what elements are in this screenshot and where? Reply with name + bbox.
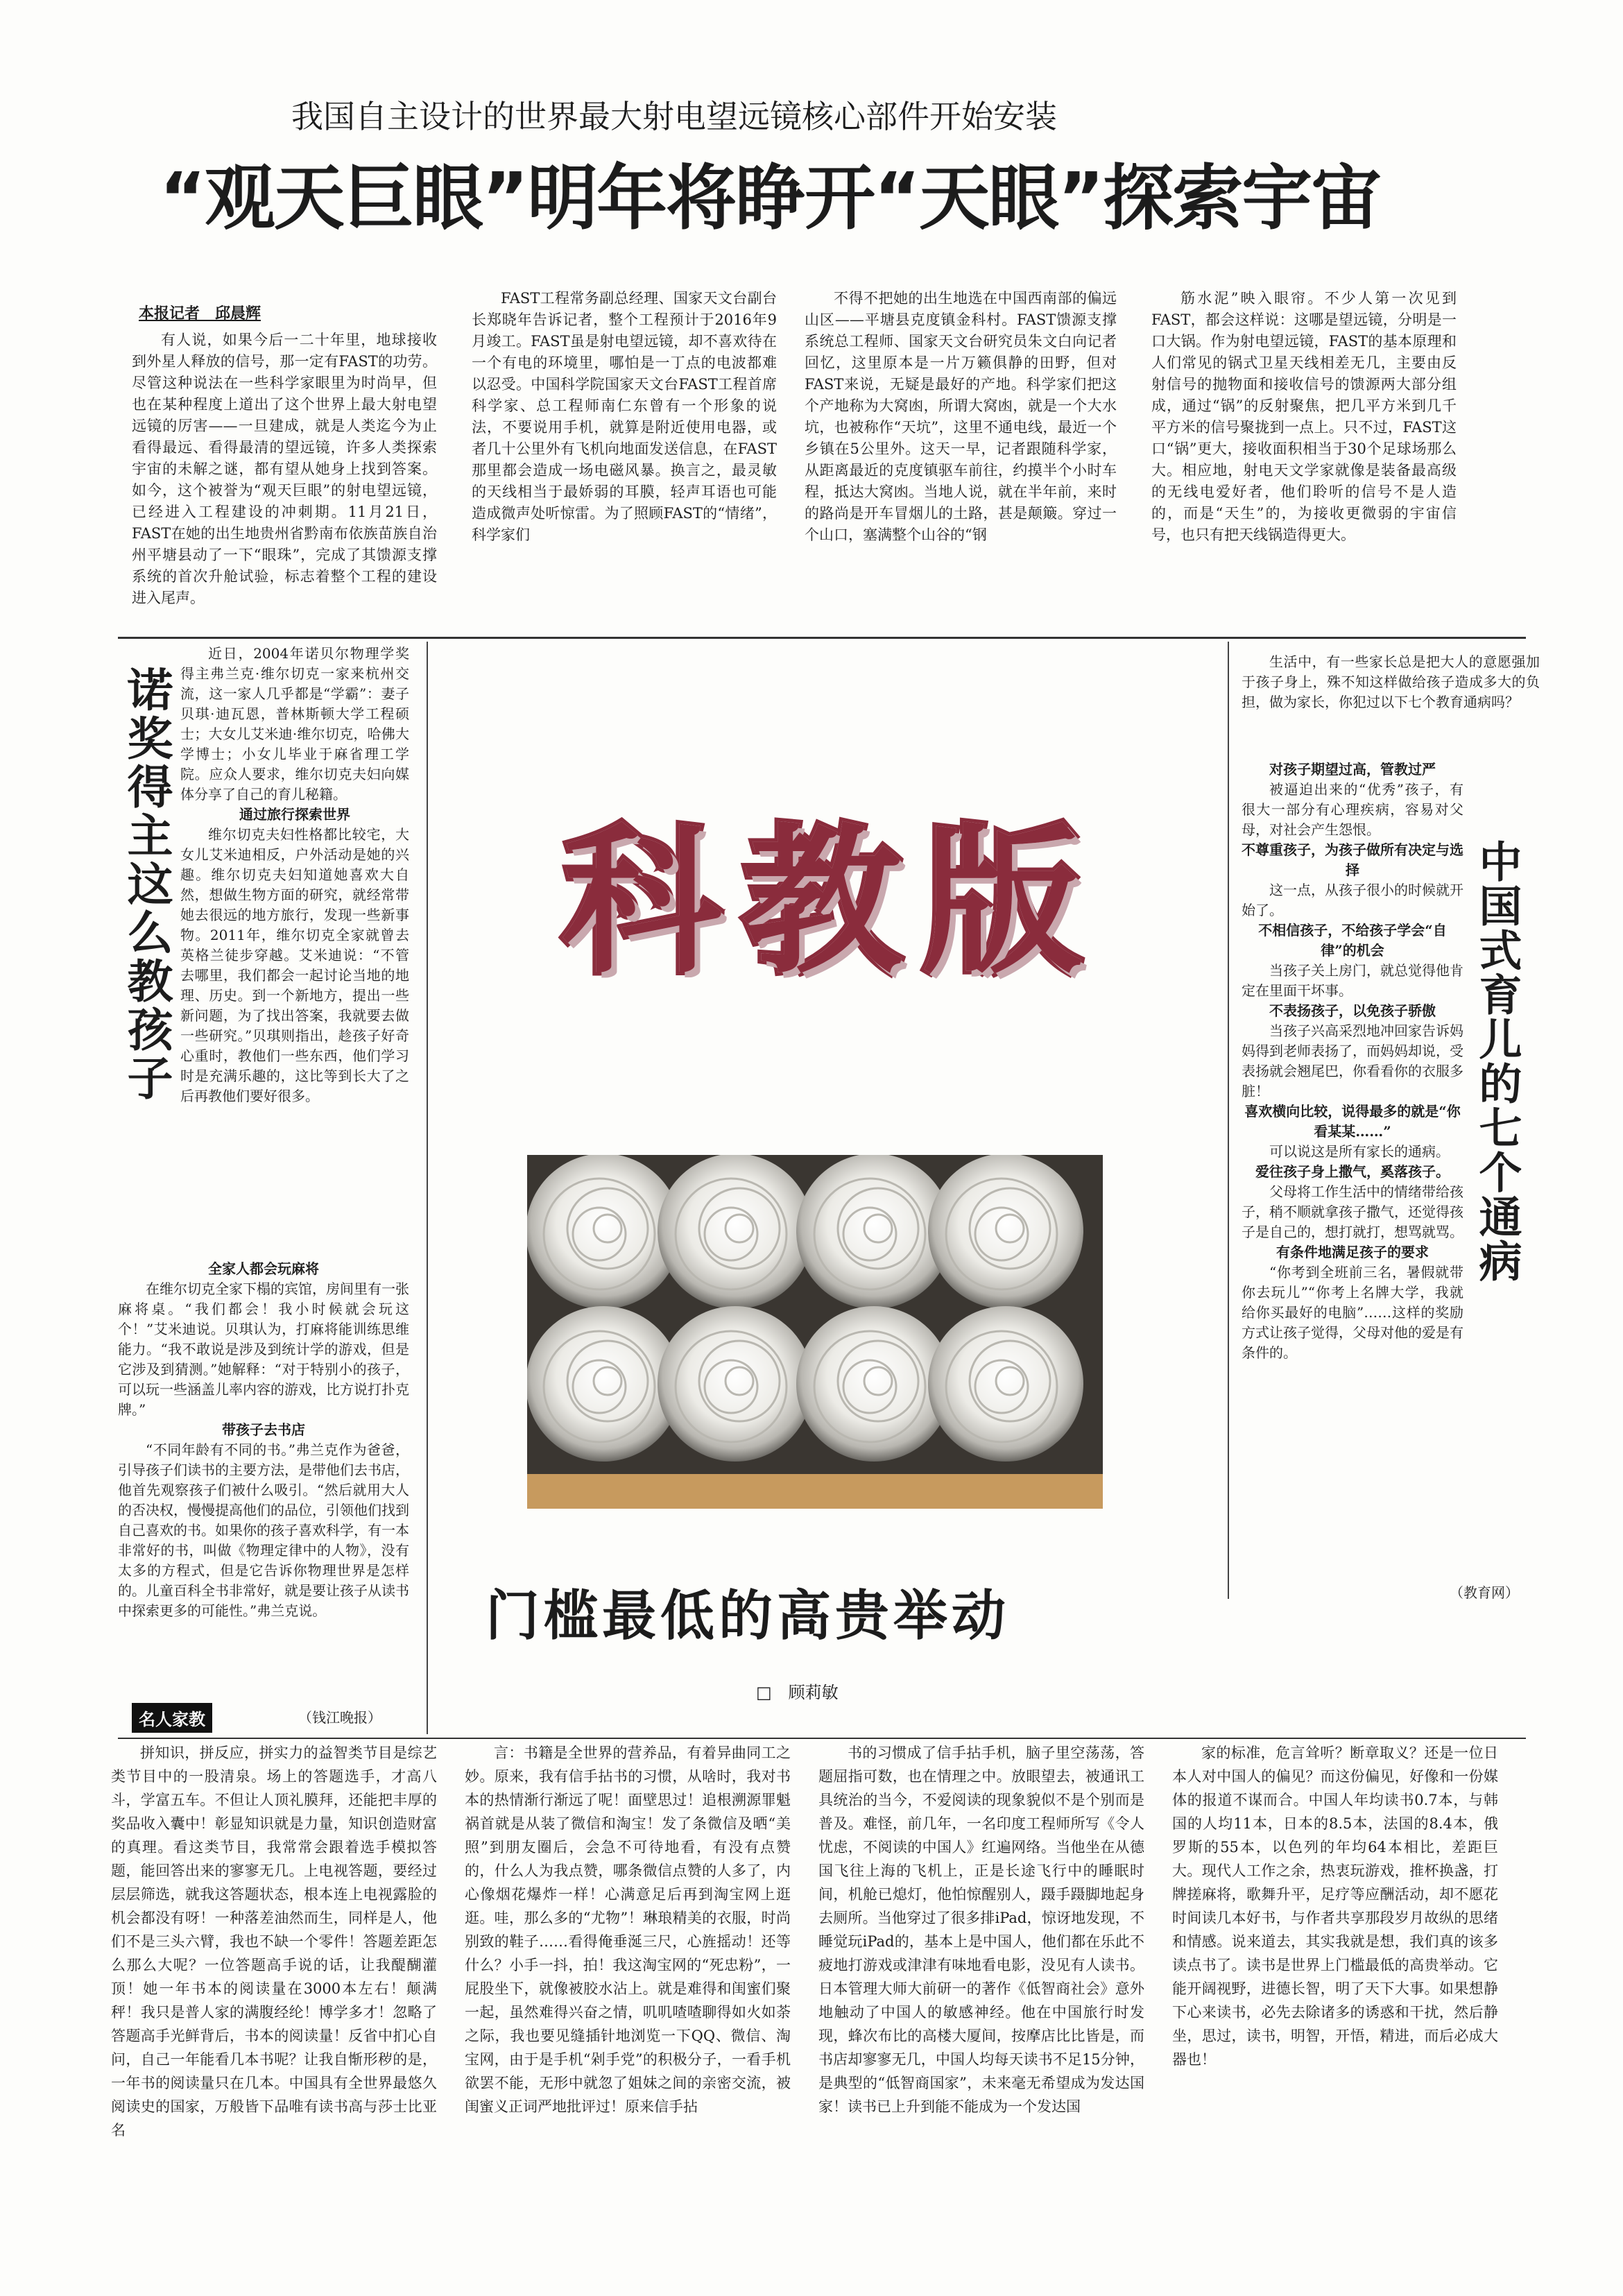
parenting-item-head: 不尊重孩子，为孩子做所有决定与选择 bbox=[1242, 841, 1463, 878]
essay-column-2: 言：书籍是全世界的营养品，有着异曲同工之妙。原来，我有信手拈书的习惯，从啥时，我对书本的热情渐行渐远了呢！面壁思过！追根溯源罪魁祸首就是从装了微信和淘宝！发了条微信及晒“美照”到朋友圈后，会急不可待地看，有没有点赞的，什么人为我点赞，哪条微信点赞的人多了，内心像烟花爆炸一样！心满意足后再到淘宝网上逛逛。哇，那么多的“尤物”！琳琅精美的衣服，时尚别致的鞋子……看得俺垂涎三尺，心旌摇动！还等什么？小手一抖，拍！我这淘宝网的“死忠粉”，一屁股坐下，就像被胶水沾上。就是难得和闺蜜们聚一起，虽然难得兴奋之情，叽叽喳喳聊得如火如荼之际，我也要见缝插针地浏览一下QQ、微信、淘宝网，由于是手机“剁手党”的积极分子，一看手机欲罢不能，无形中就忽了姐妹之间的亲密交流，被闺蜜义正词严地批评过！原来信手拈 bbox=[465, 1745, 791, 2115]
rose-image bbox=[527, 1155, 1103, 1509]
essay-column-1: 拼知识，拼反应，拼实力的益智类节目是综艺类节目中的一股清泉。场上的答题选手，才高八斗，学富五车。不但让人顶礼膜拜，还能把丰厚的奖品收入囊中！彰显知识就是力量，知识创造财富的真理。看这类节目，我常常会跟着选手模拟答题，能回答出来的寥寥无几。上电视答题，要经过层层筛选，就我这答题状态，根本连上电视露脸的机会都没有呀！一种落差油然而生，同样是人，他们不是三头六臂，我也不缺一个零件！答题差距怎么那么大呢？一位答题高手说的话，让我醍醐灌顶！她一年书本的阅读量在3000本左右！颠满秤！我只是普人家的满腹经纶！博学多才！忽略了答题高手光鲜背后，书本的阅读量！反省中扪心自问，自己一年能看几本书呢？让我自惭形秽的是，一年书的阅读量只在几本。中国具有全世界最悠久阅读史的国家，万般皆下品唯有读书高与莎士比亚名 bbox=[111, 1745, 437, 2139]
essay-author: □ 顾莉敏 bbox=[756, 1683, 839, 1702]
rule-left bbox=[427, 642, 428, 1734]
essay-title: 门槛最低的高贵举动 bbox=[486, 1584, 1011, 1647]
rose bbox=[928, 1306, 1083, 1462]
parenting-source: （教育网） bbox=[1450, 1584, 1519, 1601]
top-column-4: 筋水泥”映入眼帘。不少人第一次见到FAST，都会这样说：这哪是望远镜，分明是一口大锅。作为射电望远镜，FAST的基本原理和人们常见的锅式卫星天线相差无几，主要由反射信号的抛物面和接收信号的馈源两大部分组成，通过“锅”的反射聚焦，把几平方米到几千平方米的信号聚拢到一点上。只不过，FAST这口“锅”更大，接收面积相当于30个足球场那么大。相应地，射电天文学家就像是装备最高级的无线电爱好者，他们聆听的信号不是人造的，而是“天生”的，为接收更微弱的宇宙信号，也只有把天线锅造得更大。 bbox=[1151, 290, 1457, 543]
rule-essay bbox=[118, 1738, 1526, 1739]
top-column-3: 不得不把她的出生地选在中国西南部的偏远山区——平塘县克度镇金科村。FAST馈源支撑系统总工程师、国家天文台研究员朱文白向记者回忆，这里原本是一片万籁俱静的田野，但对FAST来说，无疑是最好的产地。科学家们把这个产地称为大窝凼，所谓大窝凼，就是一个大水坑，也被称作“天坑”，这里不通电线，最近一个乡镇在5公里外。这天一早，记者跟随科学家，从距离最近的克度镇驱车前往，约摸半个小时车程，抵达大窝凼。当地人说，就在半年前，来时的路尚是开车冒烟儿的土路，甚是颠簸。穿过一个山口，塞满整个山谷的“钢 bbox=[805, 290, 1117, 543]
nobel-tag: 名人家教 bbox=[132, 1703, 212, 1733]
top-column-1: 有人说，如果今后一二十年里，地球接收到外星人释放的信号，那一定有FAST的功劳。尽管这种说法在一些科学家眼里为时尚早，但也在某种程度上道出了这个世界上最大射电望远镜的厉害——一旦建成，就是人类迄今为止看得最远、看得最清的望远镜，许多人类探索宇宙的未解之谜，都有望从她身上找到答案。如今，这个被誉为“观天巨眼”的射电望远镜，已经进入工程建设的冲刺期。11月21日，FAST在她的出生地贵州省黔南布依族苗族自治州平塘县动了一下“眼珠”，完成了其馈源支撑系统的首次升舱试验，标志着整个工程的建设进入尾声。 bbox=[132, 332, 437, 606]
top-column-2: FAST工程常务副总经理、国家天文台副台长郑晓年告诉记者，整个工程预计于2016年9月竣工。FAST虽是射电望远镜，却不喜欢待在一个有电的环境里，哪怕是一丁点的电波都难以忍受。中国科学院国家天文台FAST工程首席科学家、总工程师南仁东曾有一个形象的说法，不要说用手机，就算是附近使用电器，或者几十公里外有飞机向地面发送信息，在FAST那里都会造成一场电磁风暴。换言之，最灵敏的天线相当于最娇弱的耳膜，轻声耳语也可能造成微声处听惊雷。为了照顾FAST的“情绪”，科学家们 bbox=[472, 290, 777, 543]
parenting-item-head: 不相信孩子，不给孩子学会“自律”的机会 bbox=[1258, 922, 1447, 959]
parenting-item-head: 喜欢横向比较，说得最多的就是“你看某某……” bbox=[1244, 1103, 1461, 1140]
rule-right bbox=[1228, 642, 1229, 1599]
nobel-title: 诺奖得主这么教孩子 bbox=[119, 666, 173, 1103]
rose bbox=[658, 1306, 813, 1462]
nobel-article bbox=[111, 638, 416, 1734]
kicker: 我国自主设计的世界最大射电望远镜核心部件开始安装 bbox=[291, 98, 1057, 135]
parenting-item-head: 不表扬孩子，以免孩子骄傲 bbox=[1269, 1002, 1436, 1019]
parenting-item-body: 父母将工作生活中的情绪带给孩子，稍不顺就拿孩子撒气，还觉得孩子是自己的，想打就打，想骂就骂。 bbox=[1242, 1183, 1463, 1240]
essay-column-4: 家的标准，危言耸听？断章取义？还是一位日本人对中国人的偏见？而这份偏见，好像和一份媒体的报道不谋而合。中国人年均读书0.7本，与韩国的人均11本，日本的8.5本，法国的8.4本，俄罗斯的55本，以色列的年均64本相比，差距巨大。现代人工作之余，热衷玩游戏，推杯换盏，打牌搓麻将，歌舞升平，足疗等应酬活动，却不愿花时间读几本好书，与作者共享那段岁月故纵的思绪和情感。说来道去，其实我就是想，我们真的该多读点书了。读书是世界上门槛最低的高贵举动。它能开阔视野，进德长智，明了天下大事。如果想静下心来读书，必先去除诸多的诱惑和干扰，然后静坐，思过，读书，明智，开悟，精进，而后必成大器也！ bbox=[1172, 1745, 1498, 2068]
headline: “观天巨眼”明年将睁开“天眼”探索宇宙 bbox=[160, 157, 1381, 240]
parenting-items bbox=[1242, 760, 1463, 1578]
nobel-column-bottom: 全家人都会玩麻将 在维尔切克全家下榻的宾馆，房间里有一张麻将桌。“我们都会！我小时候就会玩这个！”艾米迪说。贝琪认为，打麻将能训练思维能力。“我不敢说是涉及到统计学的游戏，但是它涉及到猜测。”她解释：“对于特别小的孩子，可以玩一些涵盖儿率内容的游戏，比方说打扑克牌。” 带孩子去书店 “不同年龄有不同的书。”弗兰克作为爸爸，引导孩子们读书的主要方法，是带他们去书店，他首先观察孩子们被什么吸引。“然后就用大人的否决权，慢慢提高他们的品位，引领他们找到自己喜欢的书。如果你的孩子喜欢科学，有一本非常好的书，叫做《物理定律中的人物》，没有太多的方程式，但是它告诉你物理世界是怎样的。儿童百科全书非常好，就是要让孩子从读书中探索更多的可能性。”弗兰克说。 bbox=[118, 1260, 409, 1619]
parenting-item-head: 爱往孩子身上撒气，奚落孩子。 bbox=[1255, 1163, 1450, 1180]
essay bbox=[111, 1582, 1526, 2206]
banner-text: 科教版 bbox=[561, 809, 1103, 995]
parenting-item-body: 可以说这是所有家长的通病。 bbox=[1269, 1143, 1450, 1160]
parenting-item-head: 对孩子期望过高，管教过严 bbox=[1269, 761, 1436, 778]
parenting-item-body: 当孩子兴高采烈地冲回家告诉妈妈得到老师表扬了，而妈妈却说，受表扬就会翘尾巴，你看看你的衣服多脏！ bbox=[1242, 1022, 1463, 1099]
rose-photo bbox=[527, 1155, 1103, 1509]
parenting-item-body: “你考到全班前三名，暑假就带你去玩儿”“你考上名牌大学，我就给你买最好的电脑”……这样的奖励方式让孩子觉得，父母对他的爱是有条件的。 bbox=[1242, 1264, 1463, 1361]
parenting-item-body: 被逼迫出来的“优秀”孩子，有很大一部分有心理疾病，容易对父母，对社会产生怨恨。 bbox=[1242, 781, 1463, 838]
essay-column-3: 书的习惯成了信手拈手机，脑子里空荡荡，答题屈指可数，也在情理之中。放眼望去，被通讯工具统治的当今，不爱阅读的现象貌似不是个别而是普及。难怪，前几年，一名印度工程师所写《令人忧虑，不阅读的中国人》红遍网络。当他坐在从德国飞往上海的飞机上，正是长途飞行中的睡眠时间，机舱已熄灯，他怕惊醒别人，蹑手蹑脚地起身去厕所。当他穿过了很多排iPad，惊讶地发现，不睡觉玩iPad的，基本上是中国人，他们都在乐此不疲地打游戏或津津有味地看电影，没见有人读书。日本管理大师大前研一的著作《低智商社会》意外地触动了中国人的敏感神经。他在中国旅行时发现，蜂次布比的高楼大厦间，按摩店比比皆是，而书店却寥寥无几，中国人均每天读书不足15分钟，是典型的“低智商国家”，未来毫无希望成为发达国家！读书已上升到能不能成为一个发达国 bbox=[818, 1745, 1144, 2115]
parenting-item-body: 这一点，从孩子很小的时候就开始了。 bbox=[1242, 882, 1463, 918]
section-banner bbox=[513, 777, 1151, 999]
parenting-title: 中国式育儿的七个通病 bbox=[1472, 839, 1522, 1283]
rule-top bbox=[118, 637, 1526, 639]
rose bbox=[658, 1155, 813, 1309]
nobel-column-top: 近日，2004年诺贝尔物理学奖得主弗兰克·维尔切克一家来杭州交流，这一家人几乎都是“学霸”：妻子贝琪·迪瓦恩，普林斯顿大学工程硕士；大女儿艾米迪·维尔切克，哈佛大学博士；小女儿毕业于麻省理工学院。应众人要求，维尔切克夫妇向媒体分享了自己的育儿秘籍。 通过旅行探索世界 维尔切克夫妇性格都比较宅，大女儿艾米迪相反，户外活动是她的兴趣。维尔切克夫妇知道她喜欢大自然，想做生物方面的研究，就经常带她去很远的地方旅行，发现一些新事物。2011年，维尔切克全家就曾去英格兰徒步穿越。艾米迪说：“不管去哪里，我们都会一起讨论当地的地理、历史。到一个新地方，提出一些新问题，为了找出答案，我就要去做一些研究。”贝琪则指出，趁孩子好奇心重时，教他们一些东西，他们学习时是充满乐趣的，这比等到长大了之后再教他们要好很多。 bbox=[180, 645, 409, 1104]
parenting-article bbox=[1242, 652, 1547, 1602]
nobel-source: （钱江晚报） bbox=[298, 1709, 381, 1726]
parenting-item-head: 有条件地满足孩子的要求 bbox=[1276, 1244, 1429, 1260]
rose bbox=[928, 1155, 1083, 1309]
parenting-item-body: 当孩子关上房门，就总觉得他肯定在里面干坏事。 bbox=[1242, 962, 1463, 999]
top-article bbox=[104, 90, 1519, 638]
byline: 本报记者 邱晨辉 bbox=[139, 305, 261, 323]
parenting-intro: 生活中，有一些家长总是把大人的意愿强加于孩子身上，殊不知这样做给孩子造成多大的负担，做为家长，你犯过以下七个教育通病吗？ bbox=[1242, 653, 1540, 710]
